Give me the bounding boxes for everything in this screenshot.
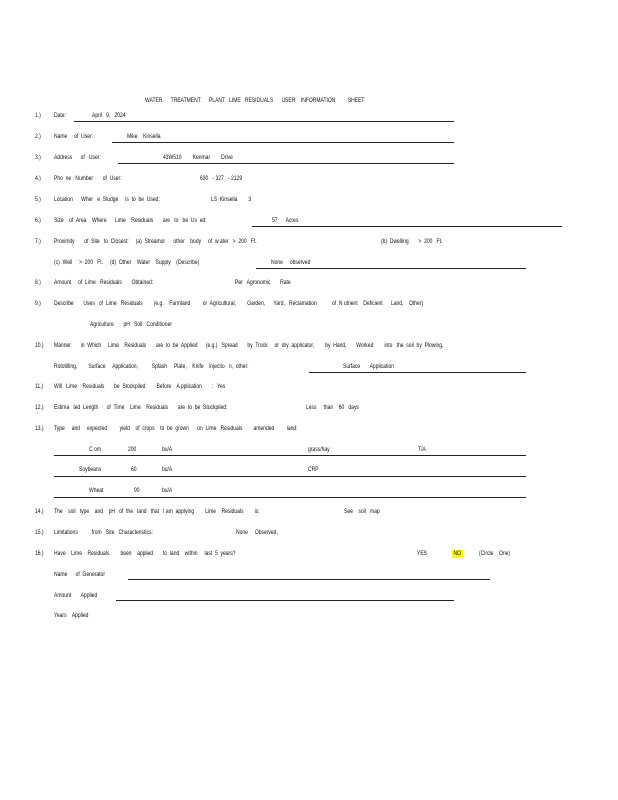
- name-line: [112, 142, 454, 143]
- item-number: 9.): [35, 300, 41, 307]
- phone-value[interactable]: 630 - 327 - 2129: [200, 175, 243, 182]
- item-number: 10.): [35, 342, 44, 349]
- item-number: 16.): [35, 550, 44, 557]
- soil-value[interactable]: See soil map: [344, 508, 380, 515]
- crop-row-line: [54, 497, 526, 498]
- stockpiled-label: Will Lime Residuals be Stockpiled Before A pplication : Yes: [54, 383, 226, 390]
- describe-line1: Describe Uses of Lime Residuals (e.g. Farmland or Agricultural, Garden, Yard, Reclamation of N utrient Deficient Land, Other): [54, 300, 424, 307]
- date-value[interactable]: April 9, 2024: [92, 112, 126, 119]
- generator-label: Name of Generator: [54, 571, 105, 578]
- address-line: [118, 163, 454, 164]
- crop2-name[interactable]: CRP: [308, 466, 319, 473]
- size-label: Size of Area Where Lime Residuals are to be Us ed:: [54, 217, 207, 224]
- item-number: 2.): [35, 133, 41, 140]
- generator-line[interactable]: [128, 579, 490, 580]
- location-label: Location Wher e Sludge is to be Used:: [54, 196, 160, 203]
- item-number: 6.): [35, 217, 41, 224]
- size-value[interactable]: 57 Acres: [272, 217, 299, 224]
- crop-name[interactable]: Soybeans: [79, 466, 102, 473]
- amount-applied-line[interactable]: [116, 600, 454, 601]
- length-value[interactable]: Less than 60 days: [306, 404, 359, 411]
- crop-unit: bu/A: [162, 466, 173, 473]
- manner-value[interactable]: Surface Application: [343, 363, 394, 370]
- applied-label: Have Lime Residuals been applied to land within last 5 years?: [54, 550, 236, 557]
- name-value[interactable]: Mike Kinsella: [127, 133, 161, 140]
- crop-name[interactable]: Wheat: [89, 487, 104, 494]
- crop-row-line: [54, 455, 526, 456]
- proximity-line: [256, 268, 526, 269]
- item-number: 3.): [35, 154, 41, 161]
- address-label: Address of User:: [54, 154, 101, 161]
- crop2-yield[interactable]: T/A: [418, 446, 426, 453]
- item-number: 5.): [35, 196, 41, 203]
- crop-yield[interactable]: 90: [134, 487, 140, 494]
- item-number: 1.): [35, 112, 41, 119]
- yes-option[interactable]: YES: [417, 550, 427, 557]
- crop-yield[interactable]: 200: [128, 446, 137, 453]
- item-number: 13.): [35, 425, 44, 432]
- crop-unit: bu/A: [162, 446, 173, 453]
- item-number: 8.): [35, 279, 41, 286]
- item-number: 14.): [35, 508, 44, 515]
- item-number: 12.): [35, 404, 44, 411]
- address-value[interactable]: 43W510 Kenmar Drive: [163, 154, 233, 161]
- phone-label: Pho ne Number of User:: [54, 175, 122, 182]
- crop2-name[interactable]: grass/hay: [308, 446, 330, 453]
- proximity-label: Proximity of Site to Closest: (a) Streamor other body of w ater > 200 Ft.: [54, 238, 257, 245]
- crop-unit: bu/A: [162, 487, 173, 494]
- crop-name[interactable]: C orn: [89, 446, 102, 453]
- manner-line: [309, 372, 526, 373]
- soil-label: The soil type and pH of the land that I am applying Lime Residuals is:: [54, 508, 260, 515]
- proximity-value[interactable]: None observed: [271, 259, 311, 266]
- item-number: 4.): [35, 175, 41, 182]
- describe-value[interactable]: Agriculture pH Soil Conditioner: [90, 321, 173, 328]
- manner-line1: Manner in Which Lime Residuals are to be Applied (e.g.) Spread by Truck or dry applicator, by Hand, Worked into the soil by Plowing,: [54, 342, 444, 349]
- length-label: Estima ted Length of Time Lime Residuals are to be Stockpiled:: [54, 404, 228, 411]
- years-applied-label: Years Applied: [54, 612, 89, 619]
- item-number: 15.): [35, 529, 44, 536]
- date-line: [74, 121, 454, 122]
- location-value[interactable]: LS Kinsella 3: [211, 196, 252, 203]
- proximity-dwelling: (b) Dwelling > 200 Ft.: [381, 238, 443, 245]
- no-option-selected[interactable]: NO: [453, 550, 462, 557]
- item-number: 11.): [35, 383, 44, 390]
- amount-label: Amount of Lime Residuals Obtained:: [54, 279, 154, 286]
- limitations-label: Limitations from Site Characteristics:: [54, 529, 153, 536]
- amount-value[interactable]: Per Agronomic Rate: [235, 279, 291, 286]
- name-label: Name of User:: [54, 133, 94, 140]
- crops-label: Type and expected yield of crops to be grown on Lime Residuals amended land:: [54, 425, 298, 432]
- manner-line2: Rototilling, Surface Application, Splash Plate, Knife injectio n, other:: [54, 363, 249, 370]
- circle-one-note: (Circle One): [479, 550, 511, 557]
- limitations-value[interactable]: None Observed,: [236, 529, 278, 536]
- crop-row-line: [54, 476, 526, 477]
- date-label: Date:: [54, 112, 66, 119]
- item-number: 7.): [35, 238, 41, 245]
- crop-yield[interactable]: 60: [131, 466, 137, 473]
- page-title: WATER TREATMENT PLANT LIME RESIDUALS USER INFORMATION SHEET: [145, 97, 365, 104]
- proximity-line2: (c) Well > 200 Ft. (d) Other Water Supply (Describe): [54, 259, 200, 266]
- amount-applied-label: Amount Applied: [54, 592, 98, 599]
- size-line: [252, 226, 562, 227]
